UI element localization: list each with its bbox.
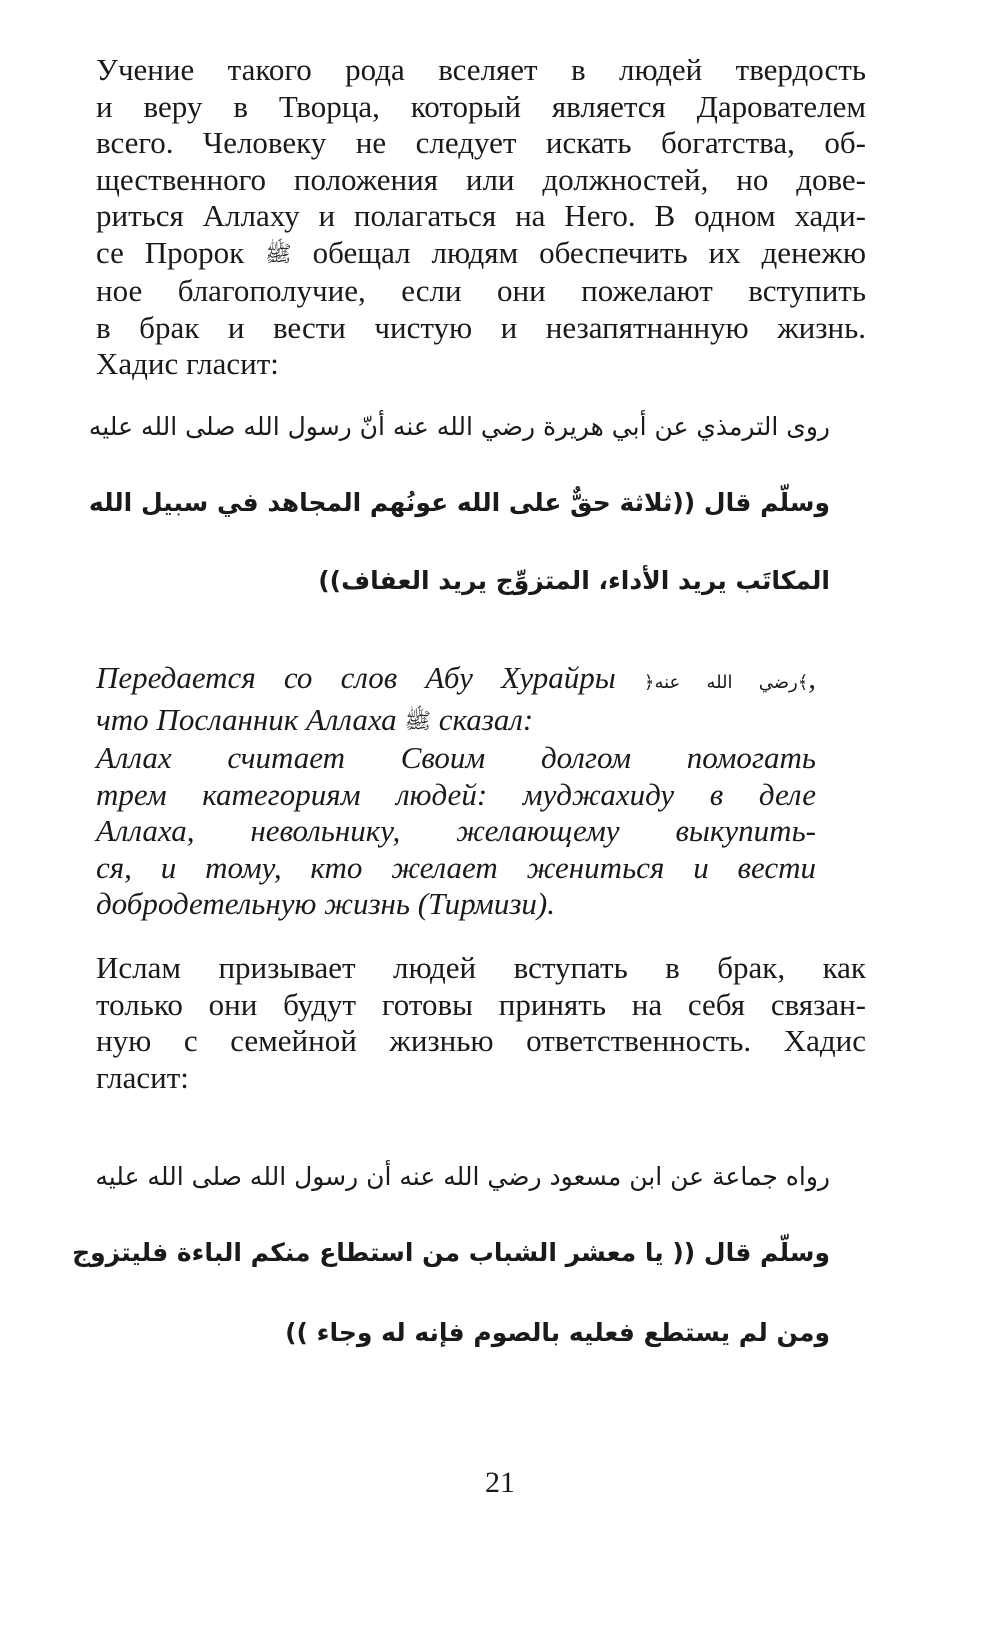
paragraph-1-line-start: се Пророк [96,234,245,270]
paragraph-2 [96,950,866,1096]
hadith-1-translation [96,660,816,923]
paragraph-1-line: риться Аллаху и полагаться на Него. В одном хади- [96,198,866,233]
hadith-2-arabic-line-3: ومن لم يستطع فعليه بالصوم فإنه له وجاء )) [285,1318,830,1347]
translation-line: ся, и тому, кто желает жениться и вести [96,849,816,885]
translation-line-end: сказал: [438,701,534,737]
paragraph-1-line: Учение такого рода вселяет в людей твердость [96,52,866,87]
paragraph-1-line: ное благополучие, если они пожелают вступить [96,273,866,308]
paragraph-2-line: гласит: [96,1059,189,1095]
paragraph-1-line-end: обещал людям обеспечить их денежю [312,234,866,270]
translation-line-start: Передается со слов Абу Хурайры [96,660,616,695]
translation-line-with-symbol [96,660,816,702]
paragraph-1-line: и веру в Творца, который является Дарователем [96,88,866,124]
paragraph-1-line: в брак и вести чистую и незапятнанную жизнь. [96,309,866,345]
hadith-2-arabic-line-2: وسلّم قال (( يا معشر الشباب من استطاع منكم الباءة فليتزوج [72,1238,830,1267]
translation-line: Аллаха, невольнику, желающему выкупить- [96,813,816,848]
hadith-2-arabic-line-1: رواه جماعة عن ابن مسعود رضي الله عنه أن رسول الله صلى الله عليه [95,1162,830,1191]
paragraph-2-line: Ислам призывает людей вступать в брак, как [96,950,866,985]
paragraph-1-line-with-symbol [96,235,866,274]
salawat-icon: ﷺ [404,708,432,734]
translation-line: добродетельную жизнь (Тирмизи). [96,886,556,921]
hadith-1-arabic-line-1: روى الترمذي عن أبي هريرة رضي الله عنه أنّ رسول الله صلى الله عليه [88,412,830,441]
translation-line: трем категориям людей: муджахиду в деле [96,776,816,812]
paragraph-2-line: только они будут готовы принять на себя связан- [96,986,866,1022]
translation-comma: , [808,660,816,695]
paragraph-1-line: всего. Человеку не следует искать богатства, об- [96,125,866,160]
radiyallahu-anhu-glyph: ﴿رضي الله عنه﴾ [643,672,809,693]
hadith-1-arabic-line-2: وسلّم قال ((ثلاثة حقٌّ على الله عونُهم المجاهد في سبيل الله [88,488,830,517]
translation-line: Аллах считает Своим долгом помогать [96,740,816,775]
page-number: 21 [485,1466,515,1499]
paragraph-2-line: ную с семейной жизнью ответственность. Хадис [96,1023,866,1058]
translation-line-with-symbol [96,702,816,741]
paragraph-1-line: Хадис гласит: [96,346,279,381]
paragraph-1-line: щественного положения или должностей, но дове- [96,161,866,197]
translation-line-start: что Посланник Аллаха [96,701,397,737]
hadith-1-arabic-line-3: المكاتَب يريد الأداء، المتزوِّج يريد العفاف)) [318,566,830,595]
paragraph-1 [96,52,866,383]
salawat-icon: ﷺ [265,241,292,267]
